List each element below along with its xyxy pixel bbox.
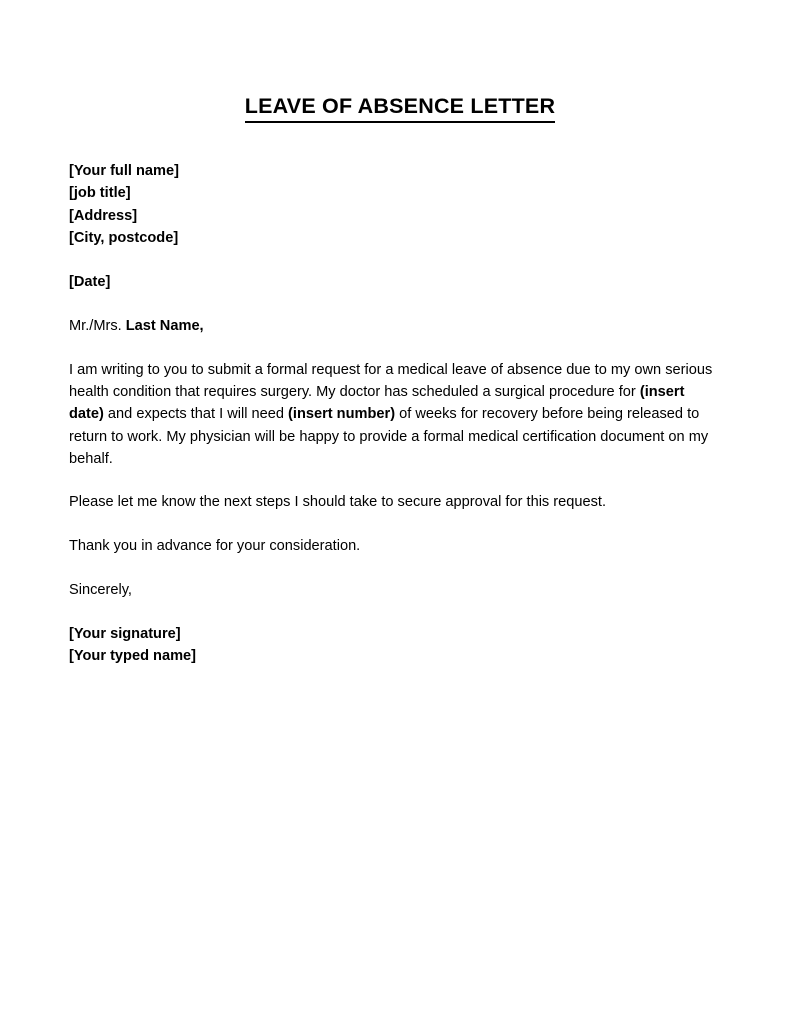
typed-name-placeholder: [Your typed name] — [69, 648, 197, 665]
closing-salutation: Sincerely, — [69, 581, 132, 598]
date-block — [69, 271, 715, 293]
text-run-emphasis-1: (insert date) — [69, 384, 685, 423]
document-title-block — [0, 94, 800, 123]
salutation-name: Last Name, — [125, 318, 204, 335]
text-run-plain-0: I am writing to you to submit a formal request for a medical leave of absence due to my own serious health condition that requires surgery. My doctor has scheduled a surgical procedure for — [69, 361, 713, 401]
signature-block — [69, 623, 715, 668]
text-run-plain-2: and expects that I will need — [103, 406, 289, 423]
text-run-emphasis-3: (insert number) — [288, 406, 396, 423]
letter-date: [Date] — [69, 274, 111, 291]
sender-city-postcode: [City, postcode] — [69, 229, 179, 246]
text-run-plain-0: Thank you in advance for your consideration. — [69, 537, 361, 554]
sender-full-name: [Your full name] — [69, 163, 179, 179]
signature-placeholder: [Your signature] — [69, 626, 181, 643]
page-title: LEAVE OF ABSENCE LETTER — [245, 94, 555, 123]
paragraph-request-body — [69, 359, 715, 470]
paragraph-next-steps — [69, 491, 715, 513]
letter-body — [69, 160, 715, 668]
sender-address-block — [69, 160, 715, 249]
sender-address: [Address] — [69, 207, 138, 224]
salutation-prefix: Mr./Mrs. — [69, 318, 126, 335]
sender-job-title: [job title] — [69, 185, 131, 202]
text-run-plain-0: Please let me know the next steps I should take to secure approval for this request. — [69, 494, 607, 511]
salutation-block — [69, 315, 715, 337]
text-run-plain-4: of weeks for recovery before being released to return to work. My physician will be happy to provide a formal medical certification document on my behalf. — [69, 406, 709, 467]
closing-block — [69, 579, 715, 601]
paragraph-thanks — [69, 535, 715, 557]
